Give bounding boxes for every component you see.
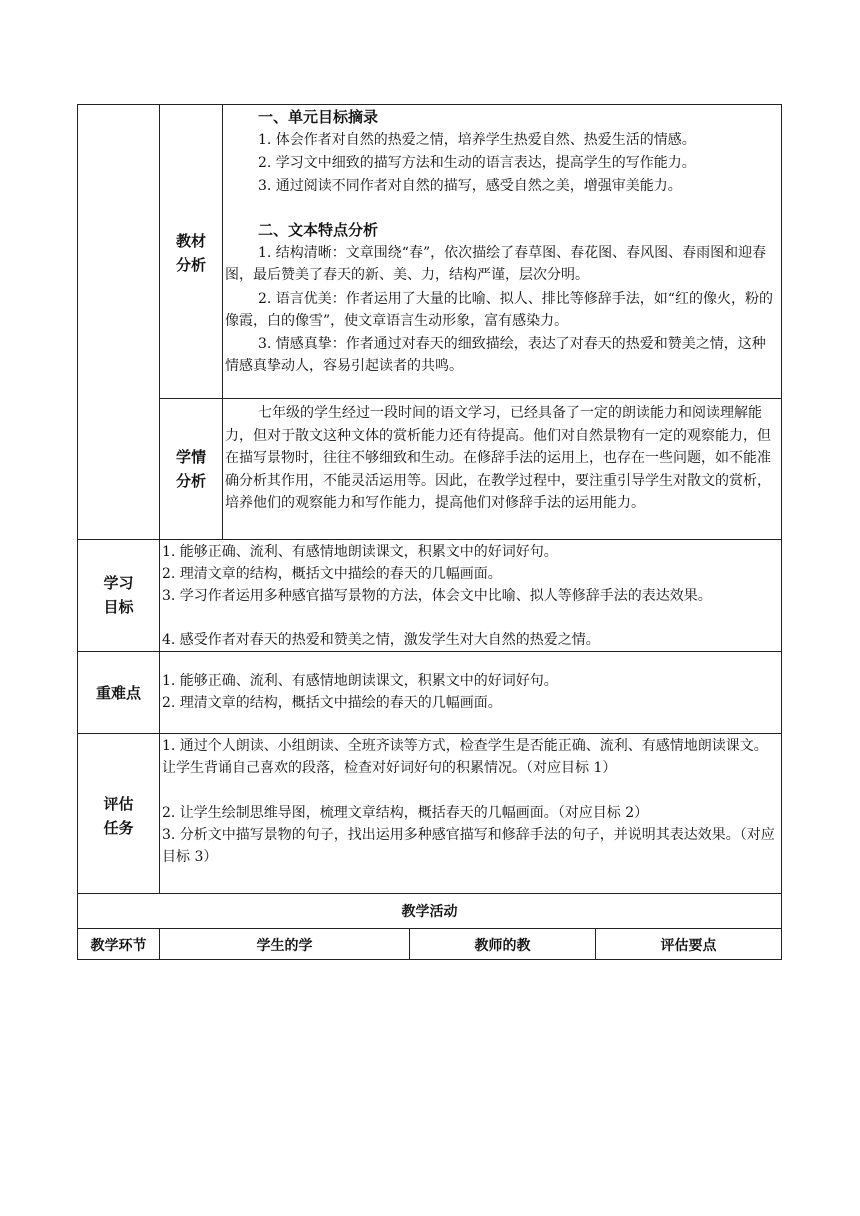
table-border-bottom: [77, 959, 782, 960]
assessment-3: 3. 分析文中描写景物的句子，找出运用多种感官描写和修辞手法的句子，并说明其表达效果。（对应目标 3）: [162, 827, 775, 865]
goal-2: 2. 理清文章的结构，概括文中描绘的春天的几幅画面。: [162, 566, 502, 582]
student-analysis-text: 七年级的学生经过一段时间的语文学习，已经具备了一定的朗读能力和阅读理解能力，但对于散文这种文体的赏析能力还有待提高。他们对自然景物有一定的观察能力，但在描写景物时，往往不够细致和生动。在修辞手法的运用上，也存在一些问题，如不能准确分析其作用，不能灵活运用等。因此，在教学过程中，要注重引导学生对散文的赏析，培养他们的观察能力和写作能力，提高他们对修辞手法的运用能力。: [225, 405, 771, 511]
unit-goals-heading: 一、单元目标摘录: [258, 108, 379, 126]
row-divider-assessment: [77, 893, 782, 894]
column-header-assessment: 评估要点: [660, 938, 717, 954]
row-divider-keypoints: [77, 733, 782, 734]
student-label: 学情 分析: [175, 448, 206, 490]
goal-1: 1. 能够正确、流利、有感情地朗读课文，积累文中的好词好句。: [162, 544, 558, 560]
feature-2: 2. 语言优美：作者运用了大量的比喻、拟人、排比等修辞手法，如“红的像火，粉的像霞，白的像雪”，使文章语言生动形象，富有感染力。: [225, 291, 773, 329]
unit-goal-2: 2. 学习文中细致的描写方法和生动的语言表达，提高学生的写作能力。: [258, 155, 696, 171]
column-header-student: 学生的学: [256, 938, 313, 954]
keypoint-1: 1. 能够正确、流利、有感情地朗读课文，积累文中的好词好句。: [162, 673, 558, 689]
unit-goal-3: 3. 通过阅读不同作者对自然的描写，感受自然之美，增强审美能力。: [258, 178, 682, 194]
row-divider-student: [77, 539, 782, 540]
assessment-label: 评估 任务: [103, 795, 134, 837]
keypoints-label: 重难点: [95, 684, 141, 702]
row-divider-textbook: [159, 398, 782, 399]
column-header-teacher: 教师的教: [474, 938, 531, 954]
textbook-label: 教材 分析: [175, 232, 206, 274]
col-divider-2b: [222, 104, 223, 397]
assessment-2: 2. 让学生绘制思维导图，梳理文章结构，概括春天的几幅画面。（对应目标 2）: [162, 805, 649, 821]
goals-label: 学习 目标: [103, 574, 134, 616]
feature-1: 1. 结构清晰：文章围绕“春”，依次描绘了春草图、春花图、春风图、春雨图和迎春图，最后赞美了春天的新、美、力，结构严谨，层次分明。: [225, 245, 767, 283]
activities-title: 教学活动: [401, 904, 458, 920]
keypoint-2: 2. 理清文章的结构，概括文中描绘的春天的几幅画面。: [162, 695, 502, 711]
feature-3: 3. 情感真挚：作者通过对春天的细致描绘，表达了对春天的热爱和赞美之情，这种情感真挚动人，容易引起读者的共鸣。: [225, 336, 766, 374]
goal-3: 3. 学习作者运用多种感官描写景物的方法，体会文中比喻、拟人等修辞手法的表达效果。: [162, 588, 712, 604]
assessment-1: 1. 通过个人朗读、小组朗读、全班齐读等方式，检查学生是否能正确、流利、有感情地朗读课文。让学生背诵自己喜欢的段落，检查对好词好句的积累情况。（对应目标 1）: [162, 738, 768, 776]
unit-goal-1: 1. 体会作者对自然的热爱之情，培养学生热爱自然、热爱生活的情感。: [258, 132, 696, 148]
col-divider-1: [159, 104, 160, 893]
goal-4: 4. 感受作者对春天的热爱和赞美之情，激发学生对大自然的热爱之情。: [162, 632, 600, 648]
table-border-right: [781, 104, 782, 960]
row-divider-goals: [77, 651, 782, 652]
table-border-top: [77, 104, 782, 105]
feature-heading: 二、文本特点分析: [258, 221, 379, 239]
column-header-stage: 教学环节: [90, 938, 147, 954]
row-divider-activities: [77, 928, 782, 929]
